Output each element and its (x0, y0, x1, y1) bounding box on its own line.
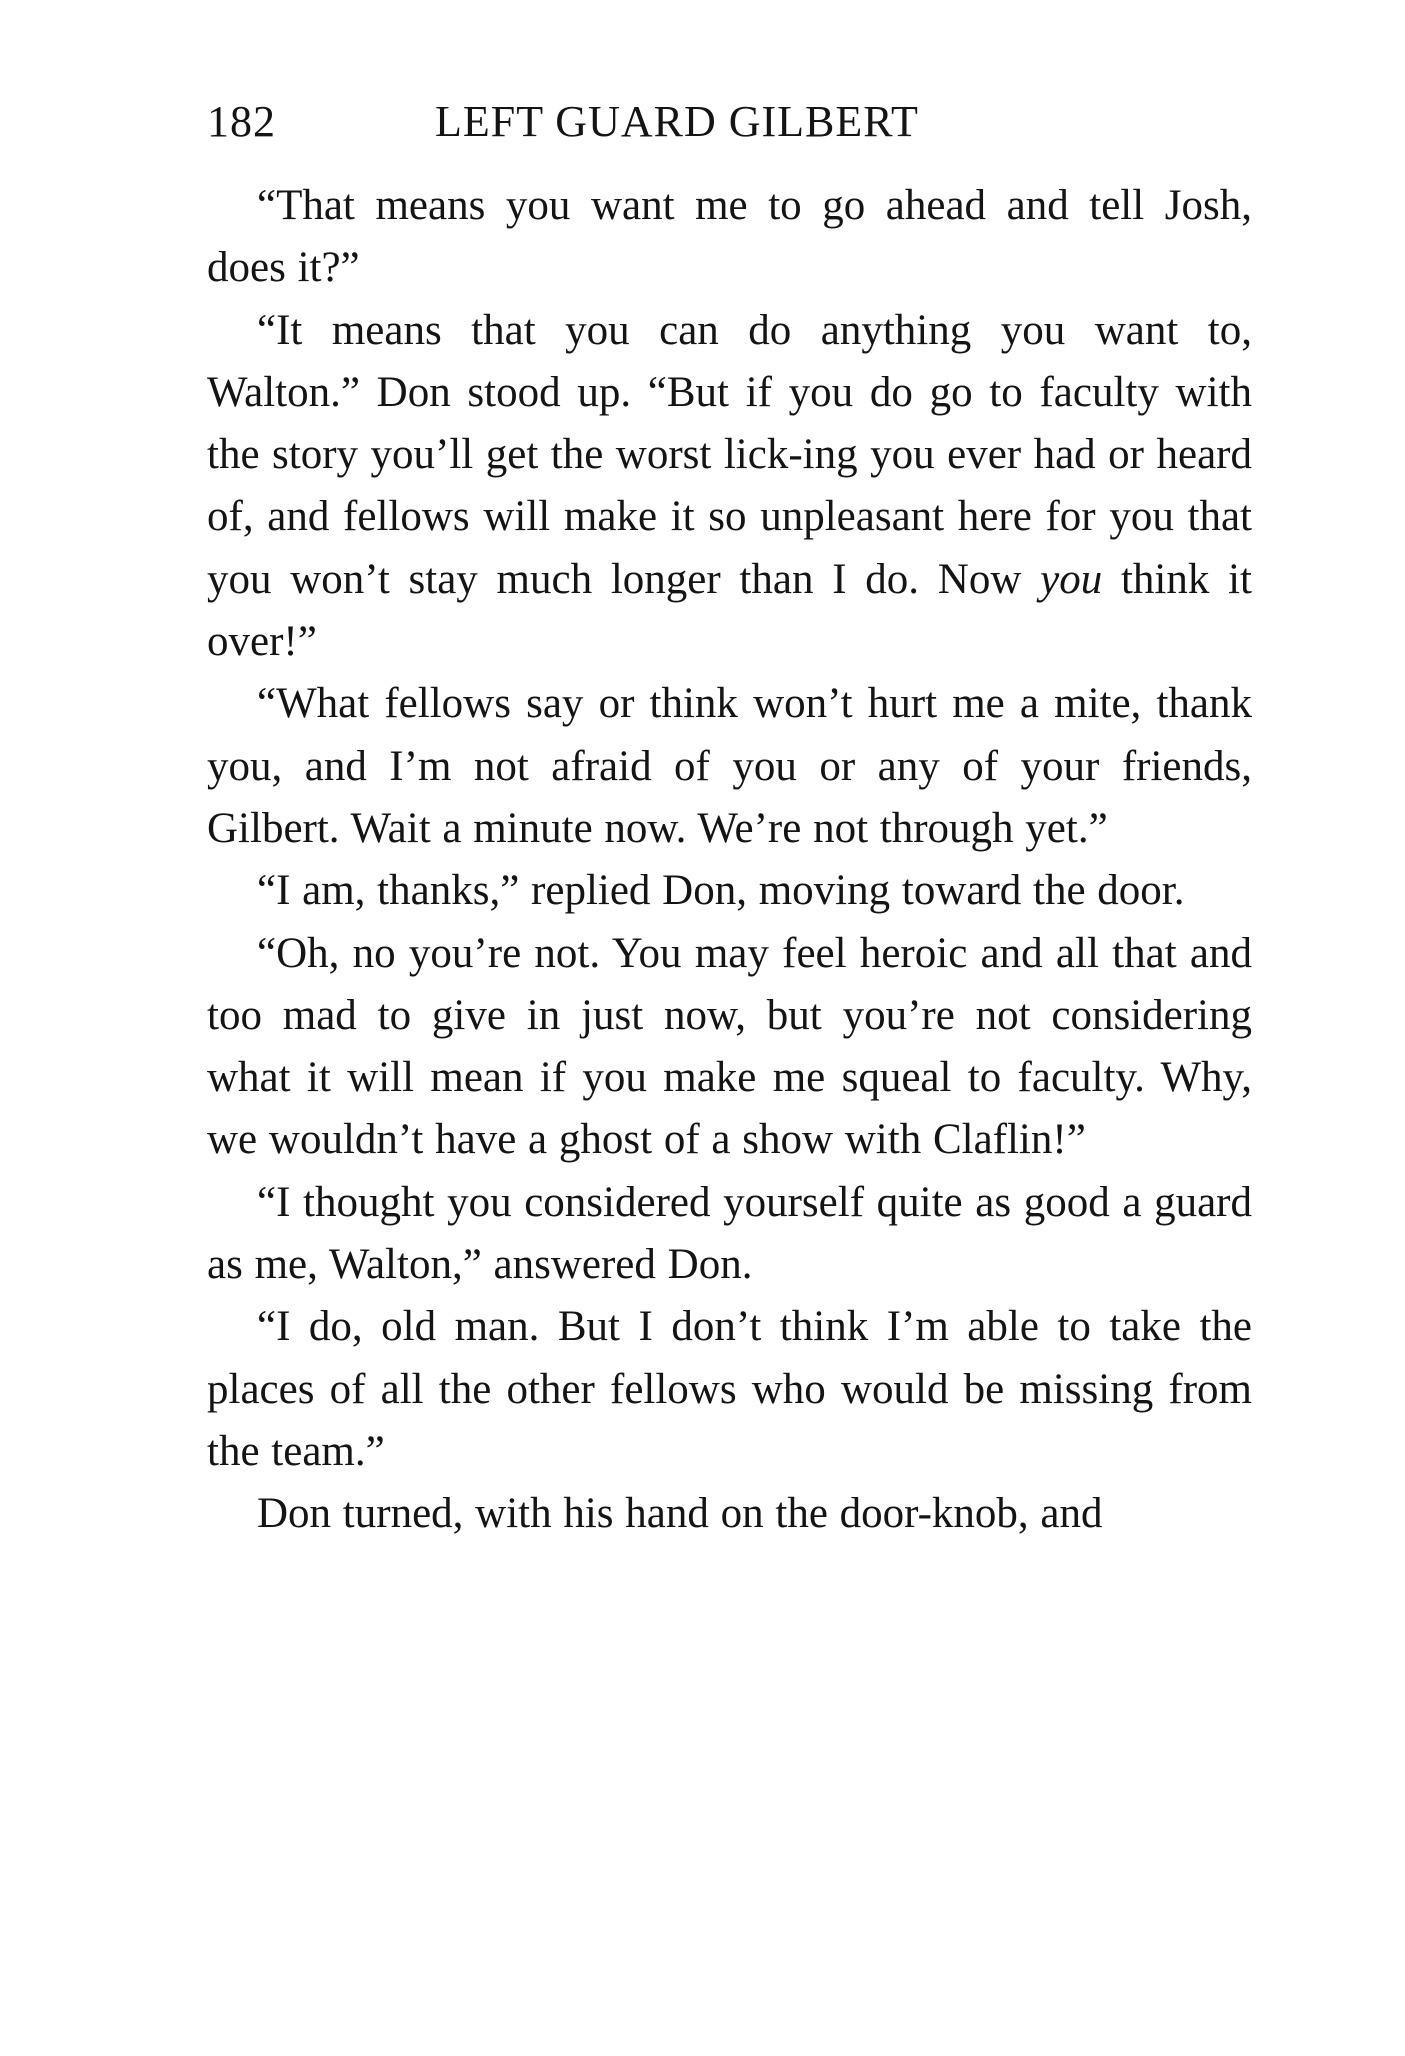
emphasis-text: you (1040, 555, 1103, 603)
paragraph: “That means you want me to go ahead and tell Josh, does it?” (207, 182, 1252, 292)
paragraph: “I am, thanks,” replied Don, moving toward the door. (257, 867, 1185, 915)
paragraph: “I do, old man. But I don’t think I’m able to take the places of all the other fellows who would be missing from the team.” (207, 1303, 1252, 1475)
body-text (207, 175, 1252, 1546)
running-head (207, 92, 1067, 152)
page-number: 182 (207, 97, 276, 146)
paragraph: “Oh, no you’re not. You may feel heroic and all that and too mad to give in just now, but you’re not considering what it will mean if you make me squeal to faculty. Why, we wouldn’t have a ghost of a show with Claflin!” (207, 929, 1252, 1164)
paragraph: Don turned, with his hand on the door-knob, and (257, 1490, 1103, 1538)
paragraph: “I thought you considered yourself quite as good a guard as me, Walton,” answered Don. (207, 1178, 1252, 1289)
running-title: LEFT GUARD GILBERT (435, 97, 919, 146)
paragraph: “It means that you can do anything you want to, Walton.” Don stood up. “But if you do go to faculty with the story you’ll get the worst lick-ing you ever had or heard of, and fellows will make it so unpleasant here for you that you won’t stay much longer than I do. Now you think it over!” (207, 306, 1252, 666)
paragraph: “What fellows say or think won’t hurt me a mite, thank you, and I’m not afraid of you or any of your friends, Gilbert. Wait a minute now. We’re not through yet.” (207, 680, 1252, 852)
